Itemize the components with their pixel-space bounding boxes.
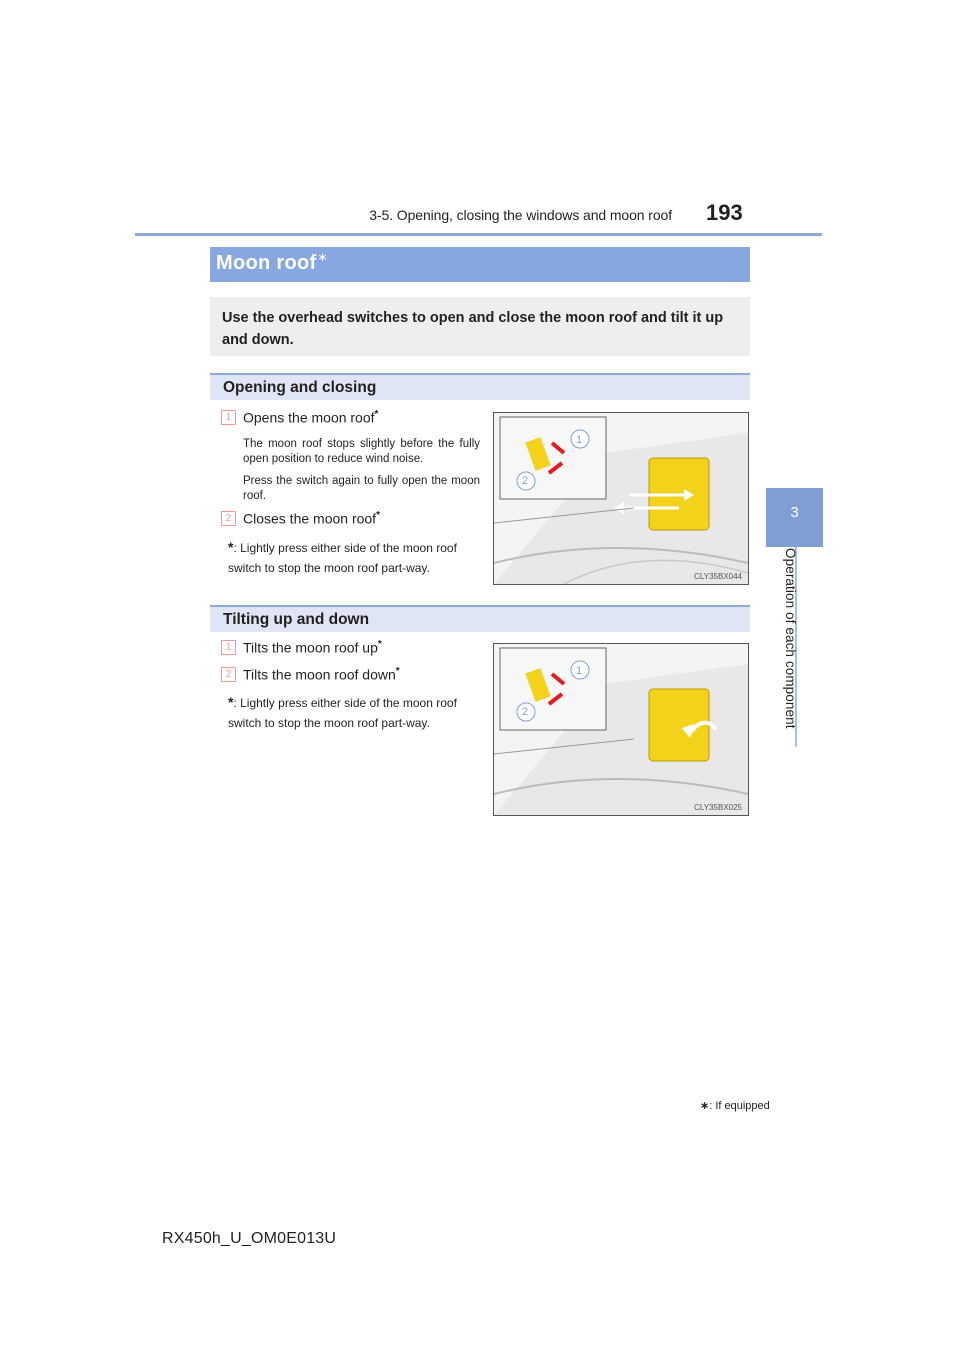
callout-2: 2 <box>522 706 529 718</box>
note-fully-open: Press the switch again to fully open the moon roof. <box>243 475 480 502</box>
figure-tilting <box>493 643 749 816</box>
item-tilt-down-mark: * <box>395 666 400 677</box>
figure-code: CLY35BX025 <box>694 803 742 812</box>
item-number-2: 2 <box>221 667 236 682</box>
callout-2: 2 <box>522 475 529 487</box>
page-title-text: Moon roof <box>216 252 317 274</box>
item-number-1: 1 <box>221 410 236 425</box>
figure-opening <box>493 412 749 585</box>
footnote <box>700 1099 770 1112</box>
item-close <box>243 510 380 527</box>
footnote-mark: ∗ <box>700 1100 710 1112</box>
item-open <box>243 409 378 426</box>
item-tilt-up <box>243 639 382 656</box>
star-mark: * <box>228 539 234 555</box>
figure-code: CLY35BX044 <box>694 572 742 581</box>
callout-1: 1 <box>576 665 583 677</box>
star-mark: * <box>228 694 234 710</box>
intro-text: Use the overhead switches to open and close the moon roof and tilt it up and down. <box>222 310 724 348</box>
chapter-number: 3 <box>790 504 799 521</box>
page-title <box>216 252 328 275</box>
footnote-text: : If equipped <box>709 1100 770 1112</box>
item-close-mark: * <box>376 510 380 521</box>
item-close-label: Closes the moon roof <box>243 510 377 527</box>
star-note-tilting <box>228 692 480 733</box>
equipped-mark: ∗ <box>317 250 328 264</box>
star-note-text: : Lightly press either side of the moon roof switch to stop the moon roof part-way. <box>228 696 457 730</box>
callout-1: 1 <box>576 434 583 446</box>
item-open-mark: * <box>374 409 379 420</box>
item-tilt-up-label: Tilts the moon roof up <box>243 639 378 656</box>
star-note-opening <box>228 537 480 578</box>
running-header: 3-5. Opening, closing the windows and moon roof <box>369 207 672 223</box>
item-open-label: Opens the moon roof <box>243 409 375 426</box>
section-heading-tilting: Tilting up and down <box>223 611 370 628</box>
item-number-2: 2 <box>221 511 236 526</box>
header-rule <box>135 233 822 236</box>
item-tilt-up-mark: * <box>377 639 382 650</box>
item-tilt-down <box>243 666 400 683</box>
section-heading-opening: Opening and closing <box>223 379 377 396</box>
item-number-1: 1 <box>221 640 236 655</box>
item-tilt-down-label: Tilts the moon roof down <box>243 666 396 683</box>
manual-code: RX450h_U_OM0E013U <box>162 1230 337 1247</box>
star-note-text: : Lightly press either side of the moon roof switch to stop the moon roof part-way. <box>228 541 457 575</box>
page-number: 193 <box>706 200 743 225</box>
chapter-title: Operation of each component <box>783 548 798 729</box>
note-wind-noise: The moon roof stops slightly before the fully open position to reduce wind noise. <box>243 438 480 465</box>
